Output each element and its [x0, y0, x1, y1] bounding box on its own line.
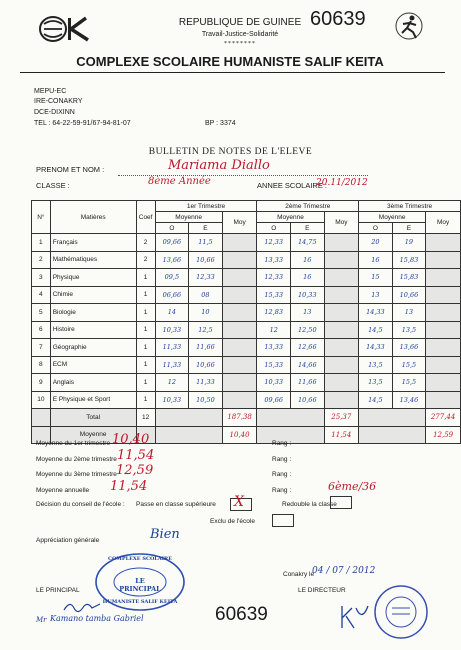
- cell-t1-moy: [222, 251, 257, 269]
- table-row: [32, 356, 461, 374]
- decision-label: Décision du conseil de l'école :: [36, 501, 125, 508]
- t2-e-header: E: [291, 223, 325, 234]
- cell-t2-moy: [324, 269, 359, 287]
- t1-moyenne-header: Moyenne: [155, 212, 222, 223]
- cell-t3-moy: [426, 234, 461, 252]
- cell-t2-ecrit: 16: [291, 269, 325, 287]
- cell-t2-ecrit: 16: [291, 251, 325, 269]
- cell-number: 2: [32, 251, 51, 269]
- trimester-1-header: 1er Trimestre: [155, 201, 257, 212]
- exclu-label: Exclu de l'école: [210, 518, 255, 525]
- cell-coef: 1: [136, 374, 155, 392]
- stars: ********: [224, 41, 256, 47]
- cell-t1-oral: 14: [155, 304, 189, 322]
- m2-label: Moyenne du 2ème trimestre: [36, 456, 117, 463]
- republic-title: REPUBLIQUE DE GUINEE: [178, 17, 302, 28]
- m2-value: 11,54: [117, 448, 155, 463]
- cell-t3-oral: 13,5: [359, 374, 393, 392]
- cell-t2-oral: 13,33: [257, 339, 291, 357]
- t1-avg-shaded: [155, 426, 222, 444]
- table-row: [32, 286, 461, 304]
- t3-total-shaded: [359, 409, 426, 427]
- cell-t2-moy: [324, 374, 359, 392]
- cell-t1-moy: [222, 374, 257, 392]
- place-label: Conakry le: [283, 571, 315, 578]
- cell-t2-moy: [324, 356, 359, 374]
- cell-number: 9: [32, 374, 51, 392]
- col-subject-header: Matières: [50, 201, 136, 234]
- col-coef-header: Coef: [136, 201, 155, 234]
- cell-subject: Biologie: [50, 304, 136, 322]
- m1-rang-label: Rang :: [272, 440, 292, 447]
- t2-moyenne-header: Moyenne: [257, 212, 324, 223]
- admin-line-2: IRE-CONAKRY: [34, 98, 83, 105]
- school-logo-icon: [38, 14, 96, 44]
- principal-name: Kamano tamba Gabriel: [50, 614, 144, 623]
- cell-coef: 1: [136, 339, 155, 357]
- cell-t3-ecrit: 19: [392, 234, 426, 252]
- cell-t2-ecrit: 14,75: [291, 234, 325, 252]
- cell-t3-ecrit: 15,83: [392, 251, 426, 269]
- table-row: [32, 339, 461, 357]
- stamp-top-text: COMPLEXE SCOLAIRE: [107, 556, 173, 562]
- cell-t2-moy: [324, 321, 359, 339]
- cell-t1-ecrit: 10,66: [189, 356, 223, 374]
- cell-t1-oral: 12: [155, 374, 189, 392]
- cell-subject: Mathématiques: [50, 251, 136, 269]
- cell-t1-ecrit: 10: [189, 304, 223, 322]
- cell-number: 10: [32, 391, 51, 409]
- cell-t3-ecrit: 13: [392, 304, 426, 322]
- admin-bp: BP : 3374: [205, 120, 236, 127]
- director-signature-icon: [338, 602, 372, 632]
- cell-subject: Physique: [50, 269, 136, 287]
- cell-t2-ecrit: 12,50: [291, 321, 325, 339]
- t3-moy-header: Moy: [426, 212, 461, 234]
- admin-tel: TEL : 64-22-59-91/67-94-81-07: [34, 120, 131, 127]
- grades-table: [31, 200, 461, 444]
- t1-moy-header: Moy: [222, 212, 257, 234]
- table-row: [32, 374, 461, 392]
- cell-t3-moy: [426, 269, 461, 287]
- table-row: [32, 234, 461, 252]
- cell-t2-moy: [324, 286, 359, 304]
- cell-t1-ecrit: 11,5: [189, 234, 223, 252]
- t3-avg-shaded: [359, 426, 426, 444]
- stamp-mid-text: LE PRINCIPAL: [119, 577, 161, 593]
- bulletin-title: BULLETIN DE NOTES DE L'ELEVE: [148, 147, 313, 157]
- table-row: [32, 321, 461, 339]
- cell-t1-oral: 11,33: [155, 339, 189, 357]
- general-label: Appréciation générale: [36, 537, 100, 544]
- cell-t2-oral: 12: [257, 321, 291, 339]
- cell-t3-oral: 14,33: [359, 339, 393, 357]
- table-row: [32, 391, 461, 409]
- cell-t3-ecrit: 10,66: [392, 286, 426, 304]
- cell-t2-oral: 15,33: [257, 356, 291, 374]
- cell-t1-moy: [222, 286, 257, 304]
- cell-t3-oral: 13,5: [359, 356, 393, 374]
- cell-subject: Histoire: [50, 321, 136, 339]
- cell-t1-moy: [222, 391, 257, 409]
- cell-t1-oral: 10,33: [155, 321, 189, 339]
- cell-t3-oral: 20: [359, 234, 393, 252]
- cell-coef: 1: [136, 269, 155, 287]
- admin-line-1: MEPU-EC: [34, 88, 67, 95]
- cell-number: 8: [32, 356, 51, 374]
- trimester-3-header: 3ème Trimestre: [359, 201, 461, 212]
- cell-coef: 1: [136, 286, 155, 304]
- cell-t2-ecrit: 13: [291, 304, 325, 322]
- cell-t2-oral: 12,33: [257, 234, 291, 252]
- total-coef: 12: [136, 409, 155, 427]
- cell-t1-oral: 09,5: [155, 269, 189, 287]
- total-blank: [32, 409, 51, 427]
- cell-t3-moy: [426, 356, 461, 374]
- cell-t2-moy: [324, 251, 359, 269]
- cell-t1-oral: 06,66: [155, 286, 189, 304]
- cell-number: 6: [32, 321, 51, 339]
- admin-line-3: DCE-DIXINN: [34, 109, 75, 116]
- year-label: ANNEE SCOLAIRE :: [257, 181, 328, 190]
- m3-rang-label: Rang :: [272, 471, 292, 478]
- cell-t2-moy: [324, 234, 359, 252]
- promotion-label: Passe en classe supérieure: [136, 501, 216, 508]
- cell-t3-oral: 15: [359, 269, 393, 287]
- cell-subject: Chimie: [50, 286, 136, 304]
- cell-t1-oral: 13,66: [155, 251, 189, 269]
- cell-t1-ecrit: 10,66: [189, 251, 223, 269]
- serial-number-top: 60639: [310, 8, 366, 30]
- t3-o-header: O: [359, 223, 393, 234]
- cell-t1-ecrit: 11,66: [189, 339, 223, 357]
- cell-t1-ecrit: 11,33: [189, 374, 223, 392]
- cell-t3-ecrit: 15,5: [392, 356, 426, 374]
- cell-t3-oral: 16: [359, 251, 393, 269]
- cell-t2-moy: [324, 391, 359, 409]
- cell-t3-ecrit: 13,66: [392, 339, 426, 357]
- annual-value: 11,54: [110, 479, 148, 494]
- annual-rang-label: Rang :: [272, 487, 292, 494]
- cell-t2-ecrit: 14,66: [291, 356, 325, 374]
- cell-t3-ecrit: 13,46: [392, 391, 426, 409]
- cell-t3-moy: [426, 321, 461, 339]
- cell-t3-moy: [426, 339, 461, 357]
- cell-t3-ecrit: 13,5: [392, 321, 426, 339]
- cell-subject: Géographie: [50, 339, 136, 357]
- t3-total: 277,44: [426, 409, 461, 427]
- director-stamp-icon: [372, 584, 430, 640]
- cell-subject: Anglais: [50, 374, 136, 392]
- student-name: Mariama Diallo: [168, 158, 270, 173]
- t1-average: 10,40: [222, 426, 257, 444]
- cell-t1-oral: 11,33: [155, 356, 189, 374]
- cell-t3-moy: [426, 391, 461, 409]
- avg-label: Moyenne: [50, 426, 136, 444]
- cell-t2-oral: 15,33: [257, 286, 291, 304]
- cell-t1-oral: 09,66: [155, 234, 189, 252]
- cell-subject: E Physique et Sport: [50, 391, 136, 409]
- cell-t3-ecrit: 15,83: [392, 269, 426, 287]
- school-name: COMPLEXE SCOLAIRE HUMANISTE SALIF KEITA: [76, 54, 384, 69]
- cell-number: 3: [32, 269, 51, 287]
- cell-t2-oral: 12,83: [257, 304, 291, 322]
- cell-coef: 2: [136, 251, 155, 269]
- cell-t1-oral: 10,33: [155, 391, 189, 409]
- cell-t3-moy: [426, 286, 461, 304]
- cell-t3-oral: 14,33: [359, 304, 393, 322]
- cell-t1-ecrit: 12,5: [189, 321, 223, 339]
- cell-t1-moy: [222, 356, 257, 374]
- redouble-checkbox: [330, 496, 352, 509]
- cell-t2-ecrit: 10,66: [291, 391, 325, 409]
- cell-t3-oral: 14,5: [359, 391, 393, 409]
- principal-signature-icon: [62, 598, 102, 614]
- t1-o-header: O: [155, 223, 189, 234]
- redouble-label: Redouble la classe: [282, 501, 337, 508]
- cell-t1-moy: [222, 269, 257, 287]
- t1-total: 187,38: [222, 409, 257, 427]
- table-row: [32, 269, 461, 287]
- general-value: Bien: [150, 527, 180, 542]
- cell-t1-moy: [222, 304, 257, 322]
- principal-name-prefix: Mr: [36, 616, 47, 624]
- t3-e-header: E: [392, 223, 426, 234]
- stamp-bottom-text: HUMANISTE SALIF KEITA: [102, 599, 178, 605]
- total-label: Total: [50, 409, 136, 427]
- cell-t2-oral: 12,33: [257, 269, 291, 287]
- cell-coef: 1: [136, 304, 155, 322]
- annual-rang-value: 6ème/36: [328, 480, 377, 493]
- cell-number: 7: [32, 339, 51, 357]
- cell-t3-oral: 13: [359, 286, 393, 304]
- cell-t1-ecrit: 10,50: [189, 391, 223, 409]
- cell-number: 4: [32, 286, 51, 304]
- table-row: [32, 304, 461, 322]
- principal-stamp: [94, 552, 186, 612]
- director-label: LE DIRECTEUR: [298, 587, 346, 594]
- class-label: CLASSE :: [36, 181, 70, 190]
- t2-average: 11,54: [324, 426, 359, 444]
- cell-t1-moy: [222, 321, 257, 339]
- cell-t3-moy: [426, 304, 461, 322]
- cell-number: 5: [32, 304, 51, 322]
- cell-t3-ecrit: 15,5: [392, 374, 426, 392]
- cell-t2-moy: [324, 339, 359, 357]
- principal-label: LE PRINCIPAL: [36, 587, 80, 594]
- trimester-2-header: 2ème Trimestre: [257, 201, 359, 212]
- t3-moyenne-header: Moyenne: [359, 212, 426, 223]
- cell-t3-moy: [426, 251, 461, 269]
- t3-average: 12,59: [426, 426, 461, 444]
- name-label: PRENOM ET NOM :: [36, 165, 105, 174]
- year-value: 20.11/2012: [316, 178, 368, 188]
- cell-t2-ecrit: 10,33: [291, 286, 325, 304]
- cell-t2-ecrit: 11,66: [291, 374, 325, 392]
- cell-coef: 1: [136, 391, 155, 409]
- cell-number: 1: [32, 234, 51, 252]
- m3-value: 12,59: [116, 463, 154, 478]
- cell-t3-moy: [426, 374, 461, 392]
- cell-t3-oral: 14,5: [359, 321, 393, 339]
- cell-subject: Français: [50, 234, 136, 252]
- cell-t2-oral: 10,33: [257, 374, 291, 392]
- exclu-checkbox: [272, 514, 294, 527]
- cell-t1-ecrit: 08: [189, 286, 223, 304]
- m1-label: Moyenne du 1er trimestre: [36, 440, 111, 447]
- runner-logo-icon: [392, 12, 426, 40]
- cell-t1-ecrit: 12,33: [189, 269, 223, 287]
- cell-coef: 1: [136, 356, 155, 374]
- cell-t2-moy: [324, 304, 359, 322]
- motto: Travail-Justice-Solidarité: [201, 31, 279, 38]
- t2-moy-header: Moy: [324, 212, 359, 234]
- t2-total-shaded: [257, 409, 324, 427]
- serial-number-bottom: 60639: [215, 604, 268, 625]
- t1-total-shaded: [155, 409, 222, 427]
- t2-total: 25,37: [324, 409, 359, 427]
- annual-label: Moyenne annuelle: [36, 487, 90, 494]
- m2-rang-label: Rang :: [272, 456, 292, 463]
- cell-t2-ecrit: 12,66: [291, 339, 325, 357]
- m1-value: 10,40: [112, 432, 150, 447]
- t2-o-header: O: [257, 223, 291, 234]
- col-number-header: N°: [32, 201, 51, 234]
- cell-t2-oral: 13,33: [257, 251, 291, 269]
- cell-t1-moy: [222, 339, 257, 357]
- m3-label: Moyenne du 3ème trimestre: [36, 471, 117, 478]
- cell-t1-moy: [222, 234, 257, 252]
- cell-t2-oral: 09,66: [257, 391, 291, 409]
- promotion-mark: X: [234, 494, 244, 510]
- cell-coef: 1: [136, 321, 155, 339]
- date-value: 04 / 07 / 2012: [312, 566, 376, 576]
- t1-e-header: E: [189, 223, 223, 234]
- header-divider: [20, 72, 445, 73]
- class-value: 8ème Année: [148, 176, 211, 187]
- table-row: [32, 251, 461, 269]
- cell-coef: 2: [136, 234, 155, 252]
- cell-subject: ECM: [50, 356, 136, 374]
